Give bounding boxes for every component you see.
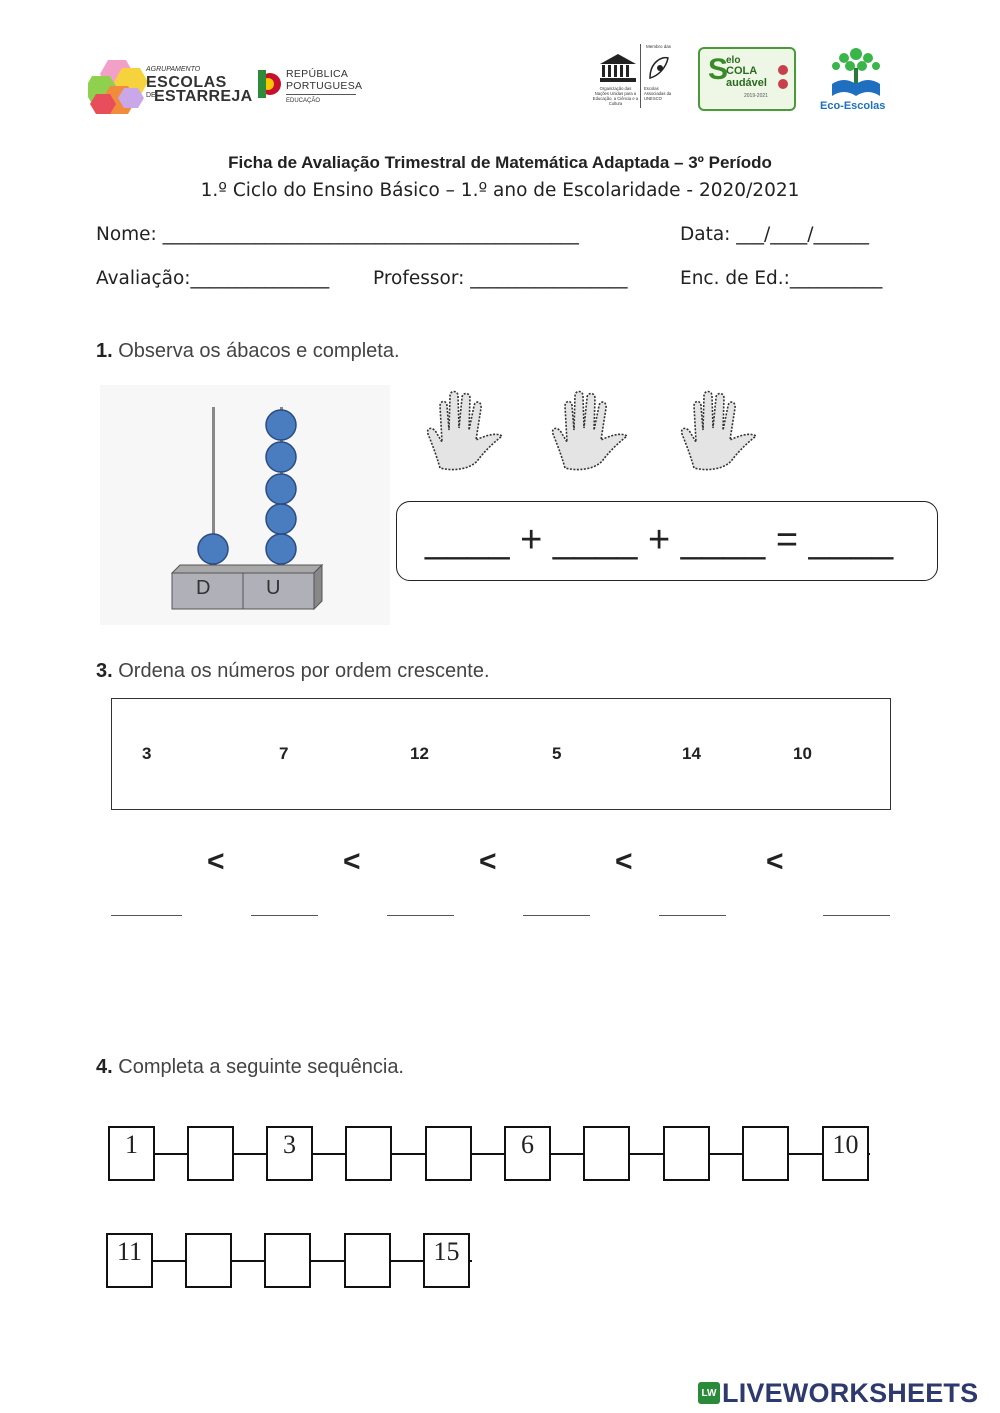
units-bead — [266, 534, 296, 564]
equation-blank[interactable]: ____ — [552, 519, 638, 561]
order-blank[interactable] — [659, 915, 726, 916]
sequence-box: 6 — [504, 1126, 551, 1181]
numbers-box — [111, 698, 891, 810]
less-than-sign: < — [479, 845, 497, 878]
liveworksheets-text: LIVEWORKSHEETS — [722, 1378, 979, 1408]
selo-line3: audável — [726, 77, 767, 89]
number-item: 10 — [793, 744, 812, 763]
equation-row — [425, 520, 893, 560]
q4-number: 4. — [96, 1056, 113, 1078]
sequence-input-box[interactable] — [583, 1126, 630, 1181]
less-than-sign: < — [615, 845, 633, 878]
number-item: 7 — [279, 744, 289, 763]
lw-badge-icon: LW — [698, 1382, 720, 1404]
abacus-drawing — [100, 385, 390, 625]
sequence-box: 10 — [822, 1126, 869, 1181]
q1-text: Observa os ábacos e completa. — [118, 340, 400, 362]
order-blank[interactable] — [251, 915, 318, 916]
hand-icon — [676, 388, 760, 472]
tens-bead — [198, 534, 228, 564]
sequence-input-box[interactable] — [742, 1126, 789, 1181]
equation-blank[interactable]: ____ — [425, 519, 510, 561]
sequence-input-box[interactable] — [345, 1126, 392, 1181]
logo-estarreja-text: ESTARREJA — [154, 88, 253, 105]
selo-escola-logo — [698, 47, 796, 111]
selo-line2: COLA — [726, 65, 758, 77]
abacus-u-label: U — [266, 577, 281, 599]
equation-blank[interactable]: ____ — [808, 519, 894, 561]
q3-number: 3. — [96, 660, 113, 682]
units-bead — [266, 442, 296, 472]
agrupamento-logo — [88, 58, 253, 118]
units-bead — [266, 504, 296, 534]
data-field[interactable]: Data: ___/____/______ — [680, 224, 870, 245]
equation-box — [396, 501, 938, 581]
page-title: Ficha de Avaliação Trimestral de Matemática Adaptada – 3º Período — [228, 153, 772, 172]
number-item: 14 — [682, 744, 701, 763]
q4-text: Completa a seguinte sequência. — [118, 1056, 404, 1078]
abacus — [100, 385, 390, 625]
sequence-input-box[interactable] — [344, 1233, 391, 1288]
less-than-sign: < — [766, 845, 784, 878]
less-than-sign: < — [207, 845, 225, 878]
professor-field[interactable]: Professor: _________________ — [373, 268, 628, 289]
republica-logo — [258, 68, 368, 112]
plus-sign: + — [520, 519, 543, 561]
logo-de-text: DE — [146, 92, 156, 99]
sequence-input-box[interactable] — [663, 1126, 710, 1181]
q4-heading — [96, 1056, 404, 1079]
unesco-schools-text: Escolas Associadas da UNESCO — [644, 86, 672, 101]
equation-blank[interactable]: ____ — [680, 519, 766, 561]
republica-line2: PORTUGUESA — [286, 80, 363, 92]
enc-ed-field[interactable]: Enc. de Ed.:__________ — [680, 268, 883, 289]
order-blank[interactable] — [387, 915, 454, 916]
sequence-box: 11 — [106, 1233, 153, 1288]
units-bead — [266, 410, 296, 440]
nome-field[interactable]: Nome: _____________________________________________ — [96, 224, 579, 245]
republica-divider — [286, 94, 356, 95]
q3-text: Ordena os números por ordem crescente. — [118, 660, 490, 682]
republica-line1: REPÚBLICA — [286, 68, 349, 80]
order-blank[interactable] — [523, 915, 590, 916]
q1-number: 1. — [96, 340, 113, 362]
equals-sign: = — [775, 519, 799, 561]
unesco-org-text: Organização das Nações Unidas para a Educação, a Ciência e a Cultura — [592, 86, 639, 106]
unesco-temple-icon — [598, 52, 638, 86]
hand-icon — [422, 388, 506, 472]
number-item: 3 — [142, 744, 152, 763]
page-subtitle: 1.º Ciclo do Ensino Básico – 1.º ano de Escolaridade - 2020/2021 — [200, 180, 800, 201]
unesco-logo — [592, 44, 682, 110]
leaf-icon — [646, 52, 672, 82]
order-blank[interactable] — [111, 915, 182, 916]
sequence-box: 1 — [108, 1126, 155, 1181]
number-item: 5 — [552, 744, 562, 763]
eco-tree-icon — [826, 44, 886, 98]
sequence-box: 15 — [423, 1233, 470, 1288]
hand-icon — [547, 388, 631, 472]
sequence-input-box[interactable] — [187, 1126, 234, 1181]
unesco-top-text: Membro das — [646, 44, 672, 49]
sequence-input-box[interactable] — [185, 1233, 232, 1288]
hexagon-logo-icon — [88, 58, 148, 118]
q3-heading — [96, 660, 490, 683]
logo-agrupamento-line1: AGRUPAMENTO — [146, 66, 201, 73]
sequence-input-box[interactable] — [264, 1233, 311, 1288]
logo-escolas-text: ESCOLAS — [146, 74, 227, 91]
sequence-box: 3 — [266, 1126, 313, 1181]
selo-s-letter: S — [708, 53, 729, 86]
sequence-input-box[interactable] — [425, 1126, 472, 1181]
selo-line1: elo — [726, 55, 741, 66]
q1-heading — [96, 340, 400, 363]
avaliacao-field[interactable]: Avaliação:_______________ — [96, 268, 330, 289]
portugal-emblem-icon — [258, 70, 282, 98]
plus-sign: + — [647, 519, 671, 561]
unesco-divider — [640, 44, 641, 108]
less-than-sign: < — [343, 845, 361, 878]
republica-line3: EDUCAÇÃO — [286, 98, 321, 104]
eco-escolas-text: Eco-Escolas — [820, 100, 886, 112]
abacus-d-label: D — [196, 577, 211, 599]
order-blank[interactable] — [823, 915, 890, 916]
selo-year: 2019-2021 — [744, 93, 768, 99]
eco-escolas-logo — [822, 44, 892, 116]
units-bead — [266, 474, 296, 504]
selo-seal-icon — [776, 63, 790, 93]
number-item: 12 — [410, 744, 429, 763]
